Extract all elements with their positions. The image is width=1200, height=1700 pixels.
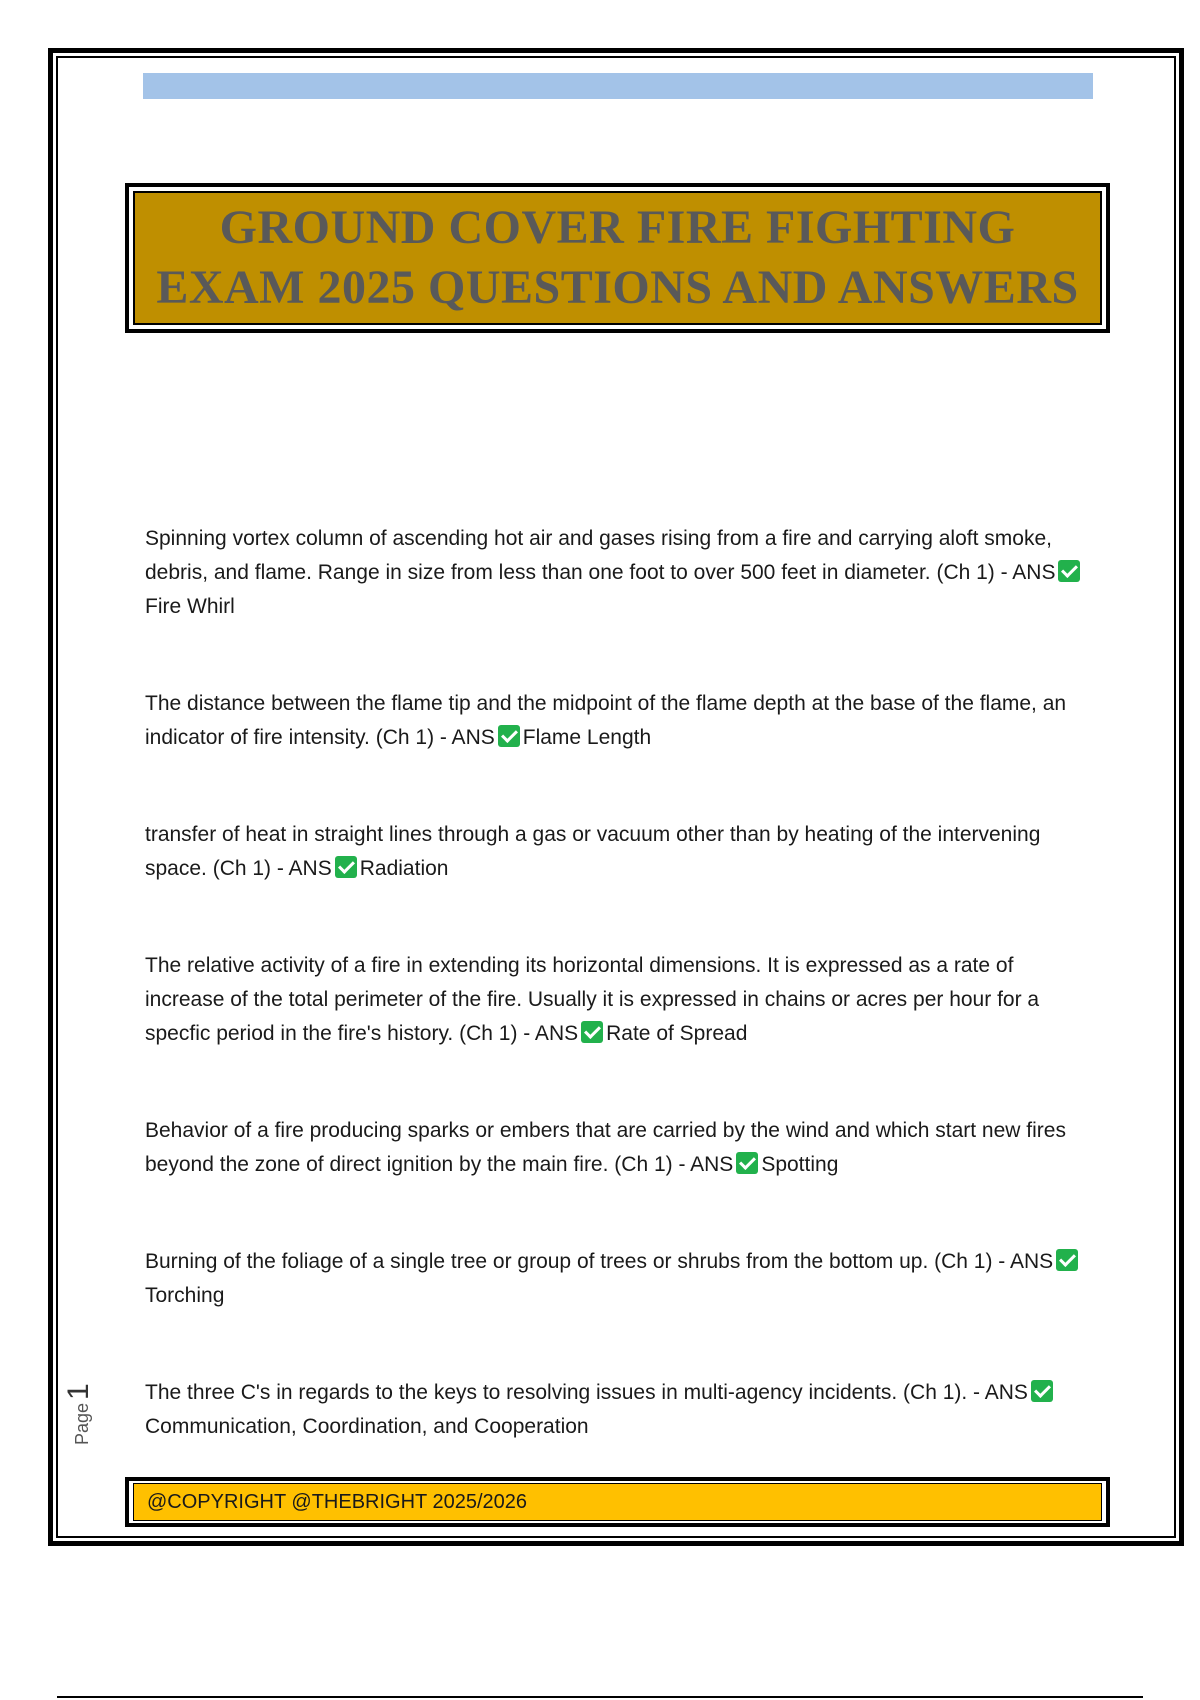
page-number: 1 bbox=[62, 1383, 95, 1400]
question-text: The three C's in regards to the keys to resolving issues in multi-agency incidents. (Ch 1). - ANS bbox=[145, 1381, 1028, 1404]
qa-list bbox=[145, 522, 1090, 1507]
header-accent-bar bbox=[143, 73, 1093, 99]
copyright-box bbox=[125, 1477, 1110, 1527]
check-mark-icon bbox=[1031, 1380, 1053, 1402]
check-mark-icon bbox=[1058, 560, 1080, 582]
answer-text: Torching bbox=[145, 1284, 225, 1307]
answer-text: Communication, Coordination, and Cooperation bbox=[145, 1415, 589, 1438]
question-text: The relative activity of a fire in extending its horizontal dimensions. It is expressed as a rate of increase of the total perimeter of the fire. Usually it is expressed in chains or acres per hour for a specfic period in the fire's history. (Ch 1) - ANS bbox=[145, 954, 1040, 1045]
qa-item bbox=[145, 818, 1090, 886]
copyright-text: @COPYRIGHT @THEBRIGHT 2025/2026 bbox=[147, 1490, 527, 1513]
answer-text: Radiation bbox=[359, 857, 449, 880]
qa-item bbox=[145, 1245, 1090, 1313]
qa-item bbox=[145, 687, 1090, 755]
page-number-label bbox=[62, 1325, 95, 1445]
check-mark-icon bbox=[581, 1021, 603, 1043]
check-mark-icon bbox=[335, 856, 357, 878]
check-mark-icon bbox=[736, 1152, 758, 1174]
qa-item bbox=[145, 949, 1090, 1051]
question-text: Spinning vortex column of ascending hot air and gases rising from a fire and carrying aloft smoke, debris, and flame. Range in size from less than one foot to over 500 feet in diameter. (Ch 1) - ANS bbox=[145, 527, 1056, 584]
answer-text: Flame Length bbox=[522, 726, 652, 749]
title-line-1: GROUND COVER FIRE FIGHTING bbox=[219, 201, 1016, 254]
check-mark-icon bbox=[1056, 1249, 1078, 1271]
check-mark-icon bbox=[498, 725, 520, 747]
answer-text: Fire Whirl bbox=[145, 595, 235, 618]
question-text: transfer of heat in straight lines through a gas or vacuum other than by heating of the intervening space. (Ch 1) - ANS bbox=[145, 823, 1041, 880]
question-text: Behavior of a fire producing sparks or embers that are carried by the wind and which start new fires beyond the zone of direct ignition by the main fire. (Ch 1) - ANS bbox=[145, 1119, 1066, 1176]
qa-item bbox=[145, 1376, 1090, 1444]
qa-item bbox=[145, 1114, 1090, 1182]
answer-text: Rate of Spread bbox=[606, 1022, 748, 1045]
title-box bbox=[125, 183, 1110, 333]
copyright-panel bbox=[133, 1483, 1102, 1521]
question-text: Burning of the foliage of a single tree or group of trees or shrubs from the bottom up. (Ch 1) - ANS bbox=[145, 1250, 1054, 1273]
title-panel bbox=[133, 191, 1102, 325]
question-text: The distance between the flame tip and the midpoint of the flame depth at the base of the flame, an indicator of fire intensity. (Ch 1) - ANS bbox=[145, 692, 1067, 749]
answer-text: Spotting bbox=[761, 1153, 839, 1176]
bottom-divider bbox=[57, 1696, 1143, 1698]
qa-item bbox=[145, 522, 1090, 624]
page-word: Page bbox=[72, 1402, 92, 1445]
title-line-2: EXAM 2025 QUESTIONS AND ANSWERS bbox=[156, 261, 1079, 314]
